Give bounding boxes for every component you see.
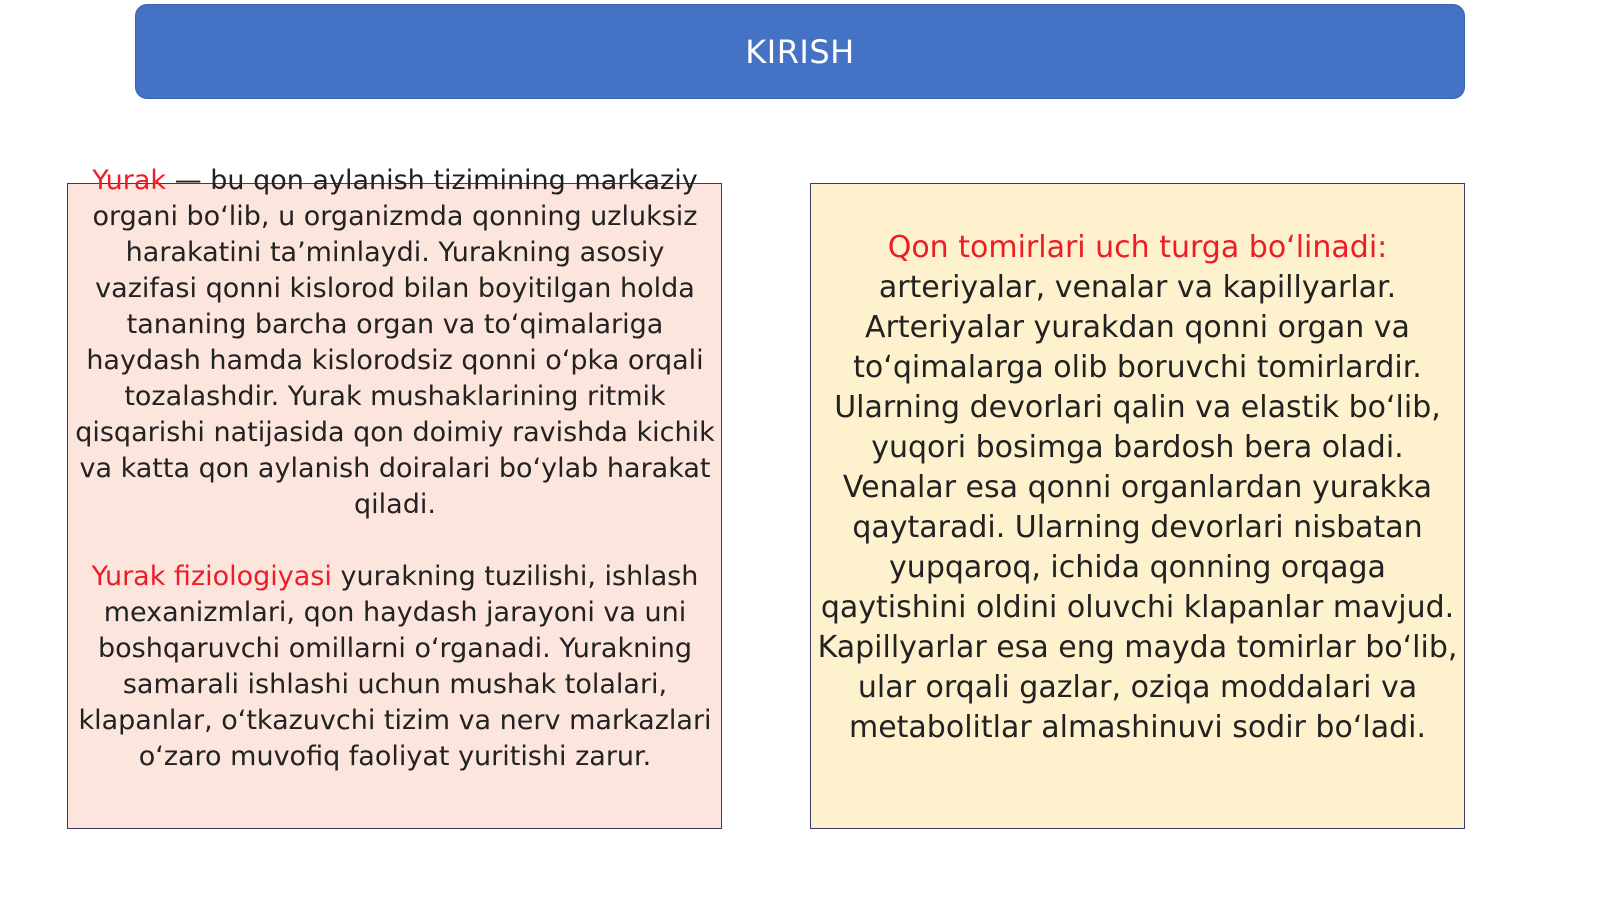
slide-title-banner [135, 4, 1465, 99]
term-yurak: Yurak [92, 165, 167, 196]
heart-definition-text: — bu qon aylanish tizimining markaziy organi bo‘lib, u organizmda qonning uzluksiz harakatini ta’minlaydi. Yurakning asosiy vazifasi qonni kislorod bilan boyitilgan holda tananing barcha organ va to‘qimalariga haydash hamda kislorodsiz qonni o‘pka orqali tozalashdir. Yurak mushaklarining ritmik qisqarishi natijasida qon doimiy ravishda kichik va katta qon aylanish doiralari bo‘ylab harakat qiladi. [75, 165, 715, 520]
heart-physiology-text: yurakning tuzilishi, ishlash mexanizmlari, qon haydash jarayoni va uni boshqaruvchi omillarni o‘rganadi. Yurakning samarali ishlashi uchun mushak tolalari, klapanlar, o‘tkazuvchi tizim va nerv markazlari o‘zaro muvofiq faoliyat yuritishi zarur. [78, 561, 712, 772]
heart-definition-paragraph [75, 163, 715, 523]
blood-vessels-text: arteriyalar, venalar va kapillyarlar. Arteriyalar yurakdan qonni organ va to‘qimalarga olib boruvchi tomirlardir. Ularning devorlari qalin va elastik bo‘lib, yuqori bosimga bardosh bera oladi. Venalar esa qonni organlardan yurakka qaytaradi. Ularning devorlari nisbatan yupqaroq, ichida qonning orqaga qaytishini oldini oluvchi klapanlar mavjud. Kapillyarlar esa eng mayda tomirlar bo‘lib, ular orqali gazlar, oziqa moddalari va metabolitlar almashinuvi sodir bo‘ladi. [817, 270, 1458, 745]
paragraph-gap [75, 523, 715, 559]
right-panel-text [815, 228, 1460, 748]
slide-title: KIRISH [745, 32, 855, 71]
term-qon-tomirlari: Qon tomirlari uch turga bo‘linadi: [887, 230, 1388, 265]
left-panel-text [75, 163, 715, 775]
term-yurak-fiziologiyasi: Yurak fiziologiyasi [91, 561, 332, 592]
heart-physiology-paragraph [75, 559, 715, 775]
blood-vessels-paragraph [815, 228, 1460, 748]
